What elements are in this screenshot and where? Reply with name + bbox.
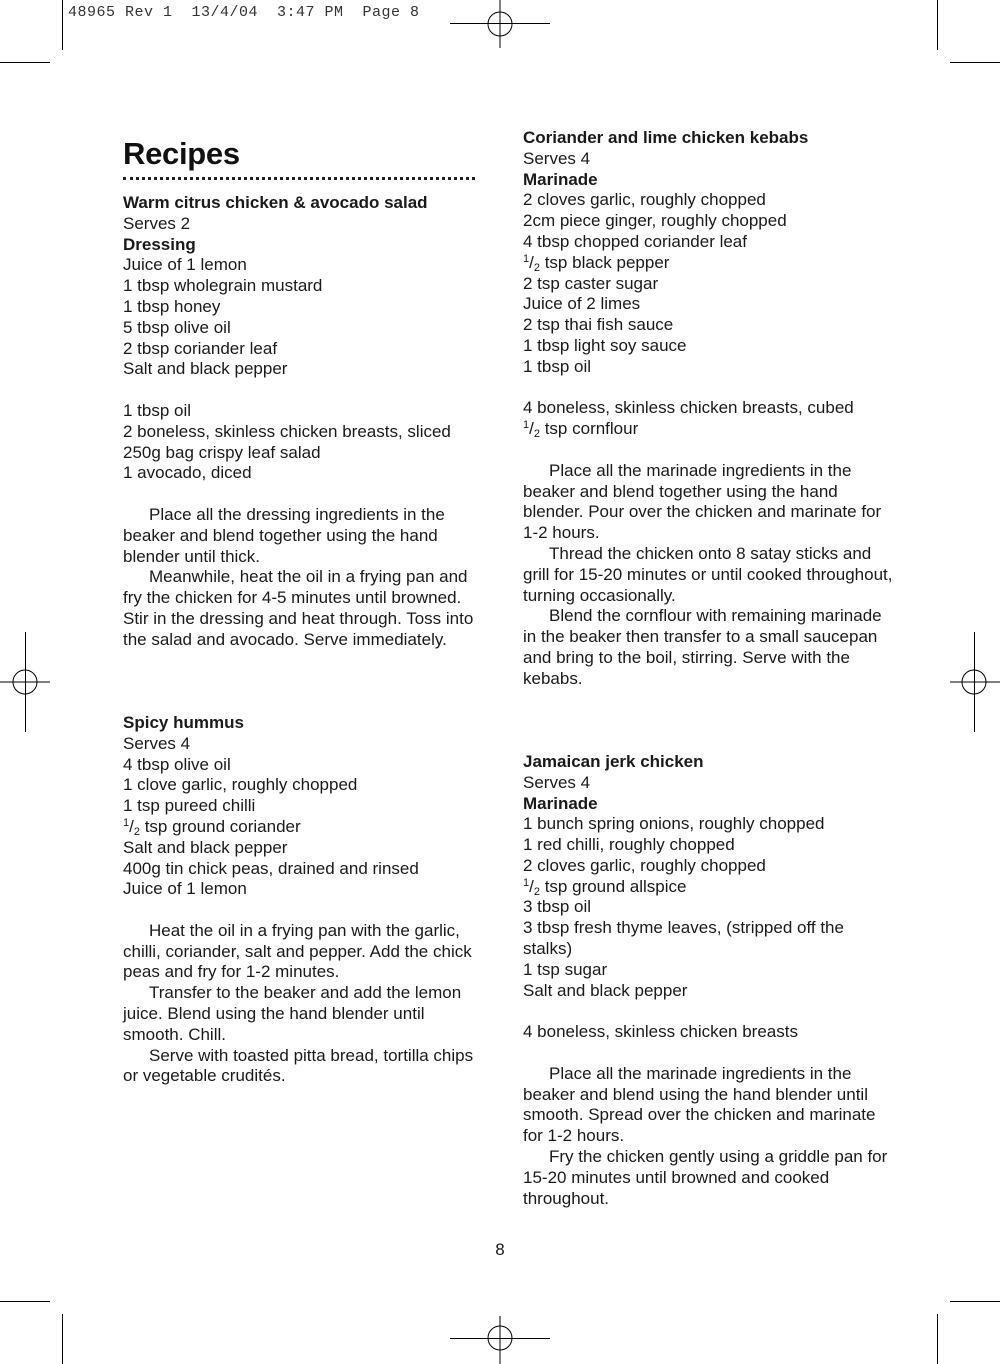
title-dotted-rule — [123, 174, 475, 180]
ingredient-line: 5 tbsp olive oil — [123, 317, 231, 337]
ingredient-line: Juice of 2 limes — [523, 294, 641, 314]
crop-mark-bottom-right-h — [950, 1301, 1000, 1302]
crop-mark-bottom-left-v — [62, 1314, 63, 1364]
method-paragraph: Transfer to the beaker and add the lemon juice. Blend using the hand blender until smooth. Chill. — [123, 983, 462, 1044]
registration-mark-top-icon — [475, 0, 525, 50]
registration-mark-bottom-icon — [475, 1314, 525, 1364]
fraction-text: tsp black pepper — [539, 252, 670, 272]
method-paragraph: Serve with toasted pitta bread, tortilla chips or vegetable crudités. — [123, 1045, 474, 1086]
ingredient-line: 1 avocado, diced — [123, 463, 252, 483]
ingredient-line: Juice of 1 lemon — [123, 879, 247, 899]
fraction-numerator: 1 — [523, 252, 530, 265]
printer-slug: 48965 Rev 1 13/4/04 3:47 PM Page 8 — [68, 4, 420, 21]
fraction-text: tsp cornflour — [539, 419, 639, 439]
ingredient-line: Salt and black pepper — [123, 837, 288, 857]
method-paragraph: Thread the chicken onto 8 satay sticks and grill for 15-20 minutes or until cooked throughout, turning occasionally. — [523, 543, 893, 605]
ingredient-line: 3 tbsp fresh thyme leaves, (stripped off the stalks) — [523, 918, 844, 959]
recipe-title: Coriander and lime chicken kebabs — [523, 128, 809, 147]
serves-text: Serves 4 — [523, 772, 591, 792]
method-paragraph: Place all the marinade ingredients in the beaker and blend together using the hand blender. Pour over the chicken and marinate for 1-2 hours. — [523, 460, 882, 543]
serves-text: Serves 4 — [523, 148, 591, 168]
ingredient-line: 2 cloves garlic, roughly chopped — [523, 190, 766, 210]
ingredient-line: 1 bunch spring onions, roughly chopped — [523, 814, 825, 834]
recipe-title: Spicy hummus — [123, 712, 244, 732]
ingredient-line: 2 tsp thai fish sauce — [523, 315, 674, 335]
ingredient-line: 2cm piece ginger, roughly chopped — [523, 211, 787, 231]
dressing-heading: Dressing — [123, 234, 196, 254]
ingredient-line: 2 cloves garlic, roughly chopped — [523, 855, 766, 875]
fraction-denominator: 2 — [533, 885, 540, 898]
ingredient-line: 2 tbsp coriander leaf — [123, 338, 278, 358]
ingredient-line: 1 tbsp oil — [523, 356, 592, 376]
ingredient-line: 1 tsp sugar — [523, 959, 608, 979]
fraction-numerator: 1 — [523, 876, 530, 889]
registration-mark-right-icon — [950, 657, 1000, 707]
ingredient-line: 1 tbsp light soy sauce — [523, 335, 687, 355]
recipe-spicy-hummus — [123, 713, 483, 1087]
crop-mark-bottom-left-h — [0, 1301, 50, 1302]
fraction-text: tsp ground allspice — [539, 876, 687, 896]
recipe-title: Warm citrus chicken & avocado salad — [123, 193, 428, 212]
method-paragraph: Heat the oil in a frying pan with the garlic, chilli, coriander, salt and pepper. Add the chick peas and fry for 1-2 minutes. — [123, 920, 472, 982]
serves-text: Serves 2 — [123, 213, 191, 233]
fraction-denominator: 2 — [533, 261, 540, 274]
recipe-warm-citrus-chicken — [123, 193, 483, 651]
ingredient-line: 1 red chilli, roughly chopped — [523, 835, 735, 855]
marinade-heading: Marinade — [523, 793, 598, 813]
ingredient-line: 1 tbsp wholegrain mustard — [123, 276, 323, 296]
method-paragraph: Blend the cornflour with remaining marinade in the beaker then transfer to a small saucepan and bring to the boil, stirring. Serve with the kebabs. — [523, 606, 882, 688]
ingredient-line: 2 boneless, skinless chicken breasts, sliced — [123, 421, 451, 441]
left-column — [123, 134, 483, 1087]
ingredient-line: Salt and black pepper — [523, 980, 688, 1000]
page-title: Recipes — [123, 136, 240, 171]
method-paragraph: Fry the chicken gently using a griddle pan for 15-20 minutes until browned and cooked throughout. — [523, 1147, 888, 1208]
ingredient-line: Salt and black pepper — [123, 359, 288, 379]
fraction-text: tsp ground coriander — [139, 816, 301, 836]
ingredient-line-fraction: $^1/_2$ tsp cornflour — [523, 419, 639, 441]
method-paragraph: Place all the marinade ingredients in the beaker and blend using the hand blender until smooth. Spread over the chicken and marinate for 1-2 hours. — [523, 1063, 876, 1146]
ingredient-line: 1 tbsp oil — [123, 400, 192, 420]
ingredient-line: 4 boneless, skinless chicken breasts — [523, 1022, 798, 1042]
ingredient-line: 1 tsp pureed chilli — [123, 796, 256, 816]
recipe-coriander-lime-kebabs — [523, 128, 893, 690]
ingredient-line: Juice of 1 lemon — [123, 255, 247, 275]
fraction-numerator: 1 — [523, 419, 530, 432]
fraction-denominator: 2 — [133, 825, 140, 838]
crop-mark-top-left-h — [0, 62, 50, 63]
serves-text: Serves 4 — [123, 733, 191, 753]
method-paragraph: Meanwhile, heat the oil in a frying pan and fry the chicken for 4-5 minutes until browned. Stir in the dressing and heat through. Toss into the salad and avocado. Serve immediately. — [123, 567, 474, 649]
ingredient-line: 4 tbsp chopped coriander leaf — [523, 231, 747, 251]
ingredient-line-fraction: $^1/_2$ tsp ground allspice — [523, 876, 687, 898]
method-paragraph: Place all the dressing ingredients in the beaker and blend together using the hand blender until thick. — [123, 504, 445, 566]
ingredient-line: 4 boneless, skinless chicken breasts, cubed — [523, 398, 854, 418]
ingredient-line-fraction: $^1/_2$ tsp ground coriander — [123, 816, 301, 838]
ingredient-line: 4 tbsp olive oil — [123, 754, 231, 774]
ingredient-line-fraction: $^1/_2$ tsp black pepper — [523, 252, 670, 274]
recipe-title: Jamaican jerk chicken — [523, 751, 704, 771]
ingredient-line: 1 clove garlic, roughly chopped — [123, 775, 358, 795]
page-number: 8 — [495, 1240, 505, 1259]
fraction-numerator: 1 — [123, 816, 130, 829]
fraction-denominator: 2 — [533, 428, 540, 441]
registration-mark-left-icon — [0, 657, 50, 707]
crop-mark-bottom-right-v — [937, 1314, 938, 1364]
ingredient-line: 3 tbsp oil — [523, 897, 592, 917]
recipe-jamaican-jerk-chicken — [523, 752, 893, 1210]
ingredient-line: 400g tin chick peas, drained and rinsed — [123, 858, 419, 878]
crop-mark-top-left-v — [62, 0, 63, 50]
ingredient-line: 2 tsp caster sugar — [523, 273, 659, 293]
crop-mark-top-right-h — [950, 62, 1000, 63]
right-column — [523, 128, 893, 1209]
ingredient-line: 1 tbsp honey — [123, 296, 221, 316]
ingredient-line: 250g bag crispy leaf salad — [123, 442, 321, 462]
marinade-heading: Marinade — [523, 169, 598, 189]
crop-mark-top-right-v — [937, 0, 938, 50]
